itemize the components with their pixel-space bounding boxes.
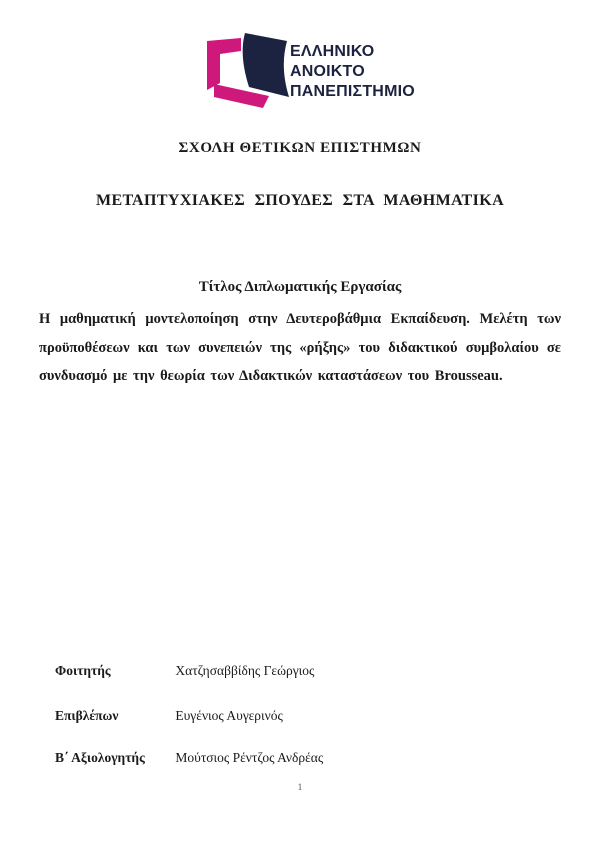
program-heading: ΜΕΤΑΠΤΥΧΙΑΚΕΣ ΣΠΟΥΔΕΣ ΣΤΑ ΜΑΘΗΜΑΤΙΚΑ xyxy=(95,192,505,209)
evaluator-role-label: Β΄ Αξιολογητής xyxy=(55,750,145,765)
logo-text-line-2: ΑΝΟΙΚΤΟ xyxy=(290,63,365,80)
student-row xyxy=(55,662,314,680)
evaluator-name: Μούτσιος Ρέντζος Ανδρέας xyxy=(175,750,324,765)
university-logo xyxy=(205,31,440,111)
open-book-logo-icon xyxy=(205,31,290,109)
supervisor-name: Ευγένιος Αυγερινός xyxy=(175,708,283,723)
university-logo-text xyxy=(290,42,415,102)
logo-book-cover-shape xyxy=(243,33,289,97)
supervisor-role-label: Επιβλέπων xyxy=(55,708,119,723)
logo-text-line-3: ΠΑΝΕΠΙΣΤΗΜΙΟ xyxy=(290,83,415,100)
supervisor-row xyxy=(55,707,283,725)
student-name: Χατζησαββίδης Γεώργιος xyxy=(175,663,315,678)
logo-bracket-shape xyxy=(207,38,241,90)
school-heading: ΣΧΟΛΗ ΘΕΤΙΚΩΝ ΕΠΙΣΤΗΜΩΝ xyxy=(178,140,422,156)
thesis-title-text: Η μαθηματική μοντελοποίηση στην Δευτεροβάθμια Εκπαίδευση. Μελέτη των προϋποθέσεων και των συνεπειών της «ρήξης» του διδακτικού συμβολαίου σε συνδυασμό με την θεωρία των Διδακτικών καταστάσεων του Brousseau. xyxy=(39,311,561,384)
logo-text-line-1: ΕΛΛΗΝΙΚΟ xyxy=(290,43,375,60)
evaluator-row xyxy=(55,749,323,767)
page-number: 1 xyxy=(297,783,303,793)
student-role-label: Φοιτητής xyxy=(55,663,111,678)
thesis-title-label: Τίτλος Διπλωματικής Εργασίας xyxy=(198,279,402,295)
